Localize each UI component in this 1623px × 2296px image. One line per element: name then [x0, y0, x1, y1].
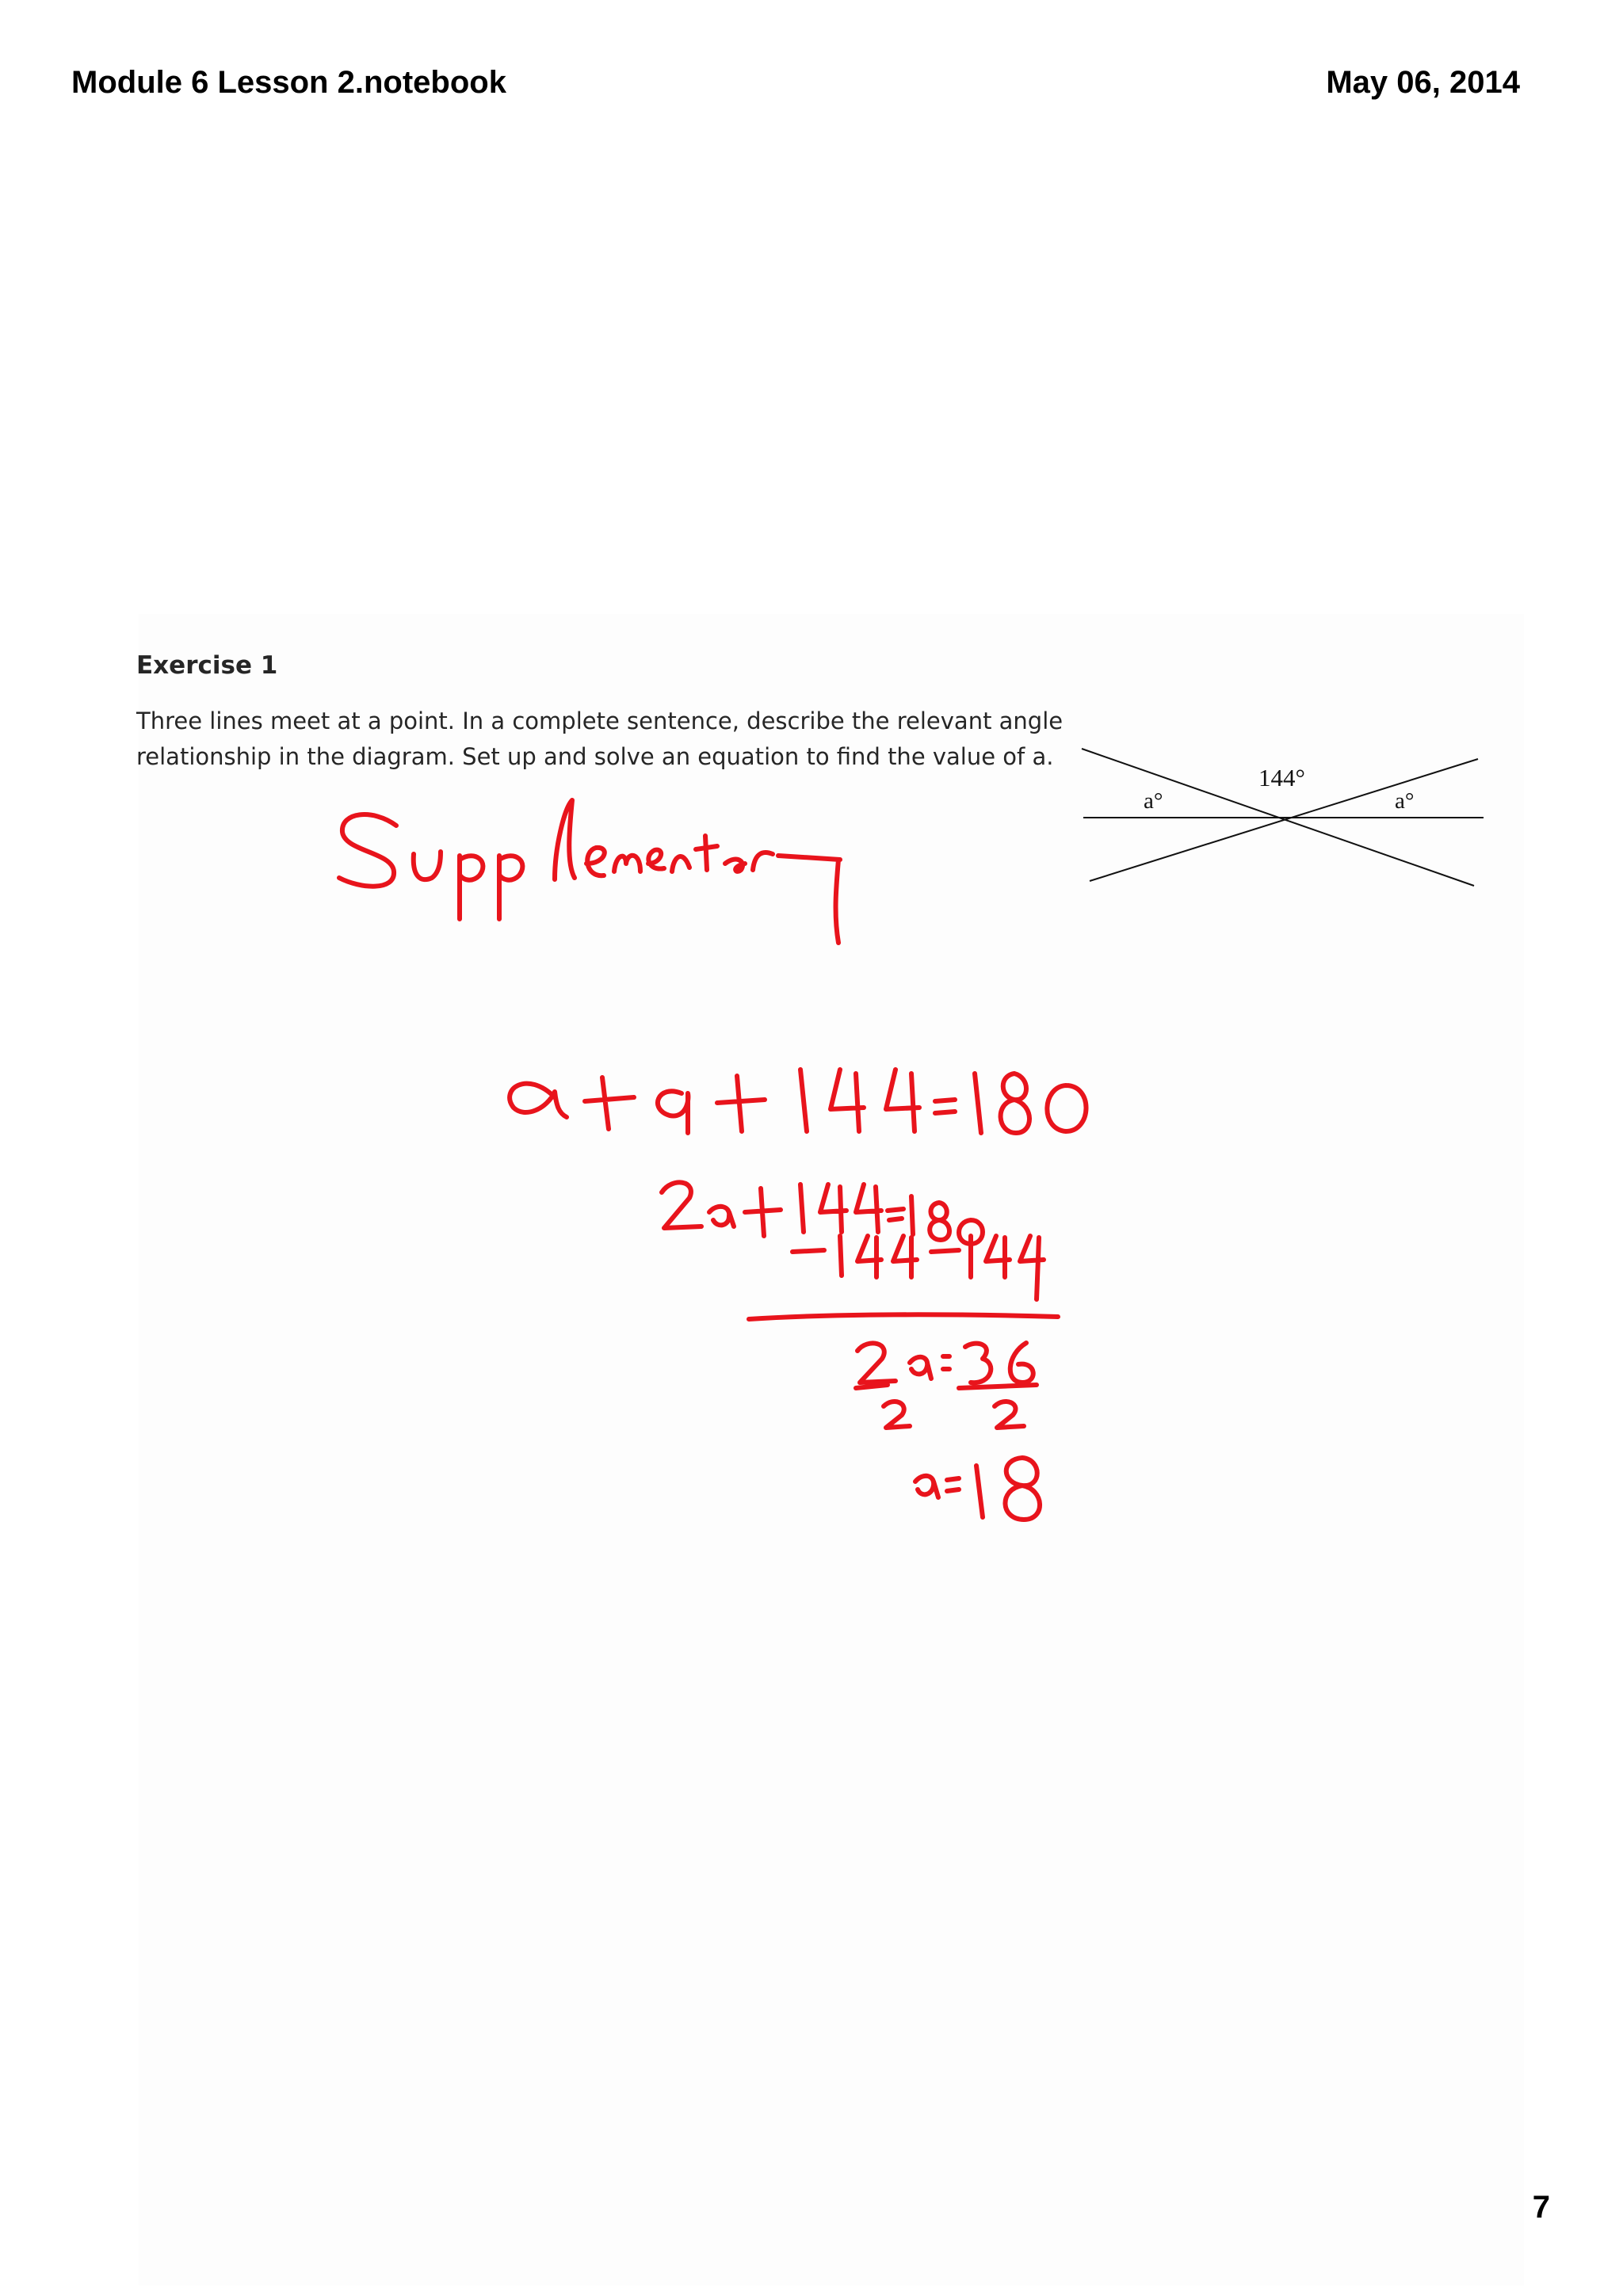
page-number: 7: [1532, 2190, 1550, 2225]
ink-equation-step-3: [792, 1236, 1044, 1299]
label-144-degrees: 144°: [1258, 764, 1305, 791]
exercise-text-line-2: relationship in the diagram. Set up and solve an equation to find the value of a.: [136, 743, 1054, 770]
notebook-date: May 06, 2014: [1326, 65, 1520, 100]
ink-equation-step-6: [915, 1458, 1040, 1520]
ink-word-supplementary: [339, 800, 840, 943]
exercise-text-line-1: Three lines meet at a point. In a complete sentence, describe the relevant angle: [136, 707, 1064, 734]
ink-equation-step-4: [856, 1343, 1037, 1388]
ink-equation-step-5: [884, 1402, 1024, 1428]
ink-horizontal-rule: [749, 1314, 1058, 1319]
ink-equation-step-1: [510, 1070, 1086, 1133]
label-left-a-degrees: a°: [1144, 788, 1163, 814]
exercise-heading: Exercise 1: [136, 651, 278, 680]
label-right-a-degrees: a°: [1395, 788, 1415, 814]
notebook-title: Module 6 Lesson 2.notebook: [71, 65, 506, 100]
ink-equation-step-2: [662, 1182, 983, 1244]
